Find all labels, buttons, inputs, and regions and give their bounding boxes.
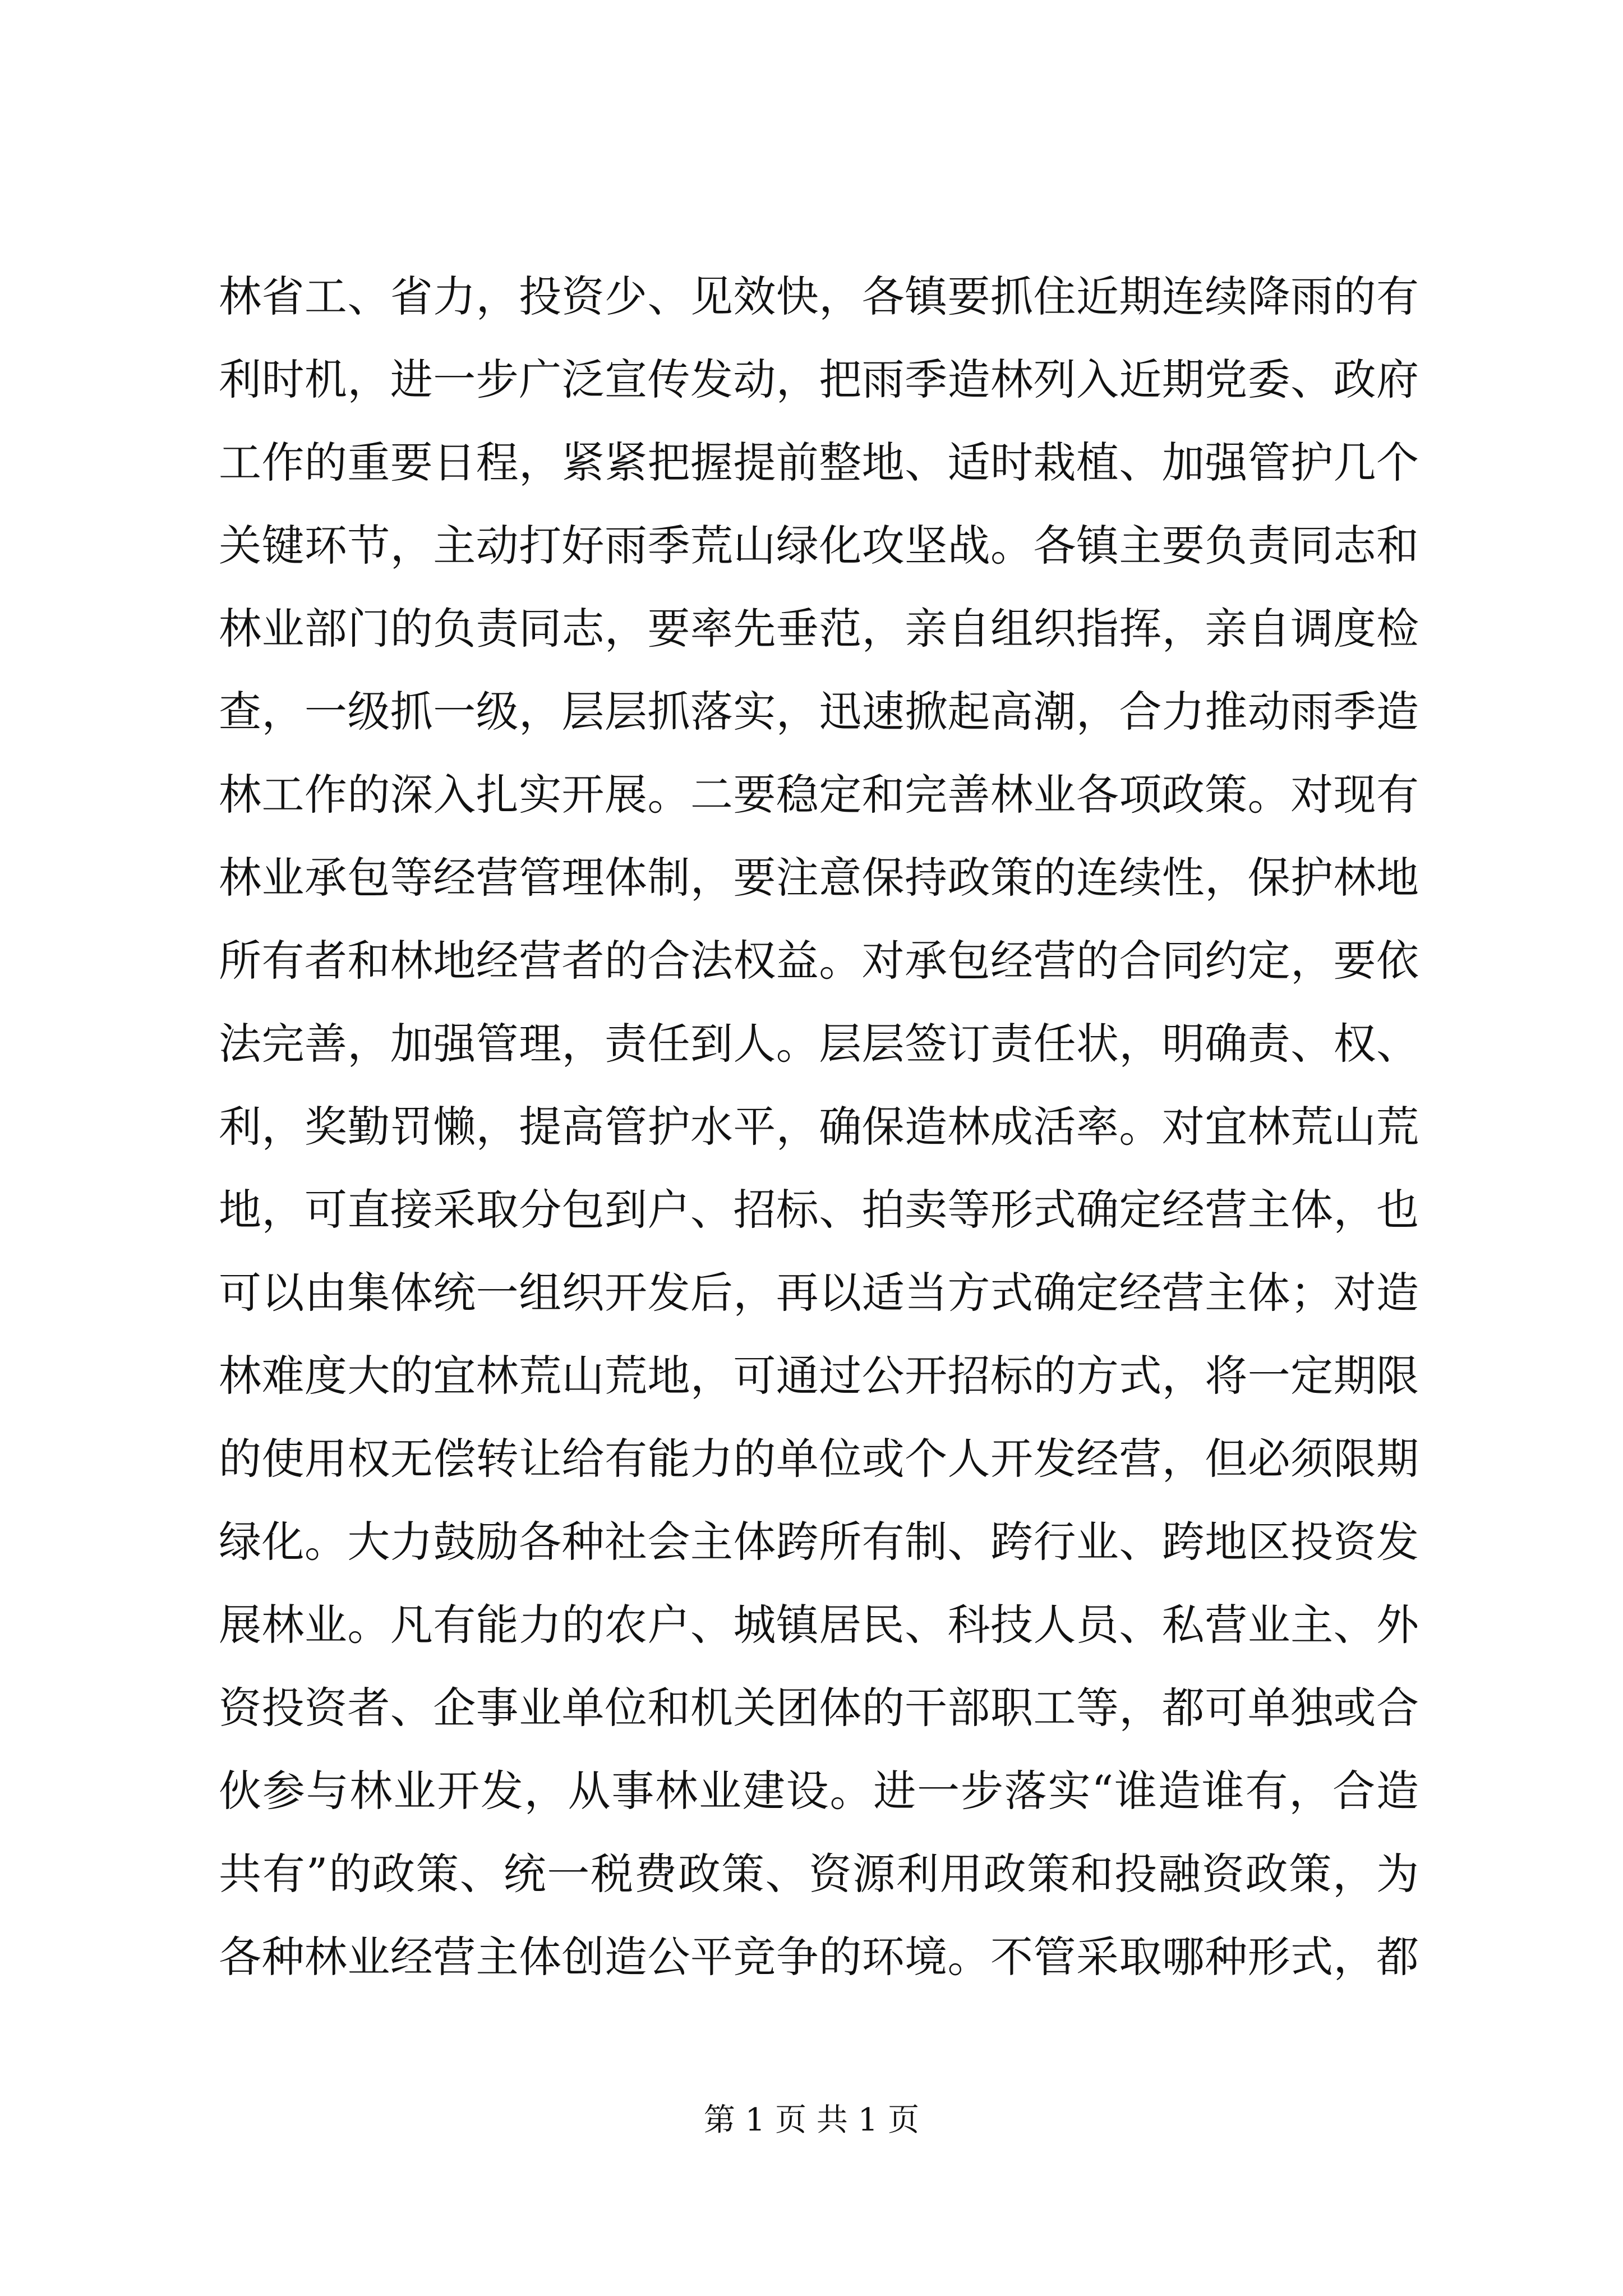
text-line: 林业部门的负责同志，要率先垂范，亲自组织指挥，亲自调度检 [219,604,1419,654]
page-footer: 第 1 页 共 1 页 [703,2102,920,2138]
text-line: 查，一级抓一级，层层抓落实，迅速掀起高潮，合力推动雨季造 [219,687,1419,737]
text-line: 绿化。大力鼓励各种社会主体跨所有制、跨行业、跨地区投资发 [219,1517,1419,1567]
body-text [219,255,1419,1999]
text-line: 伙参与林业开发，从事林业建设。进一步落实“谁造谁有，合造 [219,1766,1419,1816]
text-line: 关键环节，主动打好雨季荒山绿化攻坚战。各镇主要负责同志和 [219,521,1419,570]
text-line: 工作的重要日程，紧紧把握提前整地、适时栽植、加强管护几个 [219,438,1419,487]
text-line: 所有者和林地经营者的合法权益。对承包经营的合同约定，要依 [219,936,1419,986]
text-line: 法完善，加强管理，责任到人。层层签订责任状，明确责、权、 [219,1019,1419,1069]
text-line: 林工作的深入扎实开展。二要稳定和完善林业各项政策。对现有 [219,770,1419,820]
text-line: 林难度大的宜林荒山荒地，可通过公开招标的方式，将一定期限 [219,1351,1419,1401]
text-line: 利，奖勤罚懒，提高管护水平，确保造林成活率。对宜林荒山荒 [219,1102,1419,1152]
text-line: 资投资者、企事业单位和机关团体的干部职工等，都可单独或合 [219,1683,1419,1733]
text-line: 的使用权无偿转让给有能力的单位或个人开发经营，但必须限期 [219,1434,1419,1484]
text-line: 地，可直接采取分包到户、招标、拍卖等形式确定经营主体，也 [219,1185,1419,1235]
text-line: 可以由集体统一组织开发后，再以适当方式确定经营主体；对造 [219,1268,1419,1318]
text-line: 共有”的政策、统一税费政策、资源利用政策和投融资政策，为 [219,1849,1419,1899]
text-line: 林业承包等经营管理体制，要注意保持政策的连续性，保护林地 [219,853,1419,903]
text-line: 各种林业经营主体创造公平竞争的环境。不管采取哪种形式，都 [219,1932,1419,1982]
text-line: 利时机，进一步广泛宣传发动，把雨季造林列入近期党委、政府 [219,355,1419,404]
text-line: 展林业。凡有能力的农户、城镇居民、科技人员、私营业主、外 [219,1600,1419,1650]
text-line: 林省工、省力，投资少、见效快，各镇要抓住近期连续降雨的有 [219,272,1419,321]
